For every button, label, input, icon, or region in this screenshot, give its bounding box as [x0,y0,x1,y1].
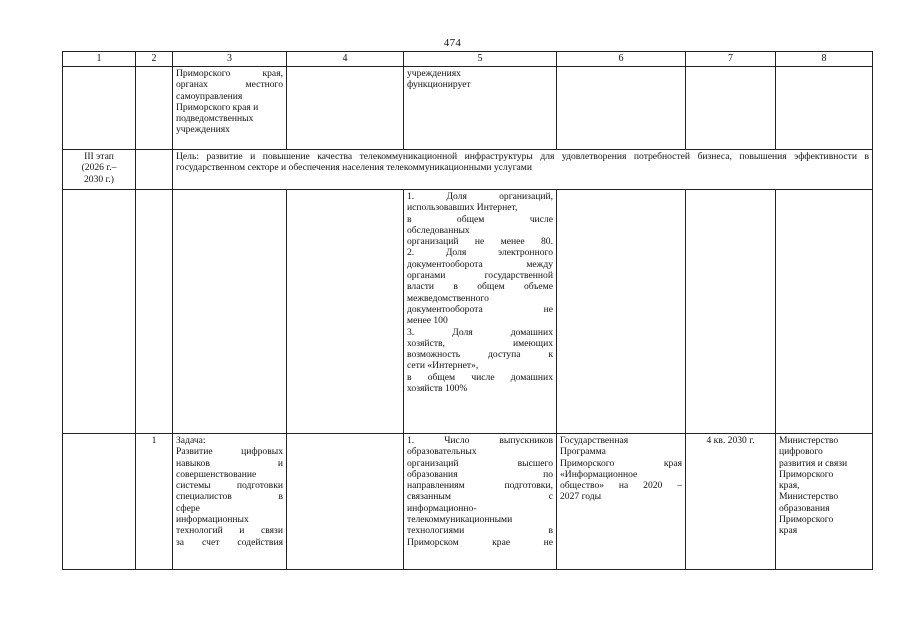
text-line: учреждениях [407,68,461,79]
indicators-cell: 1. Доля организаций, использовавших Интернет, в общем числе обследованных организаций не менее 80. 2. Доля электронного документооборота между органами государственной власти в общем объеме межведомственного документооборота не менее 100 3. Доля домашних хозяйств, имеющих возможность доступа к сети «Интернет», в общем числе домашних хозяйств 100% [404,190,557,434]
program-table [62,51,873,570]
table-row-indicators [63,190,873,434]
task-description: Задача: Развитие цифровых навыков и совершенствование системы подготовки специалистов в сфере информационных технологий и связи за счет содействия [173,434,287,570]
text-line: органах местного [176,79,283,91]
table-row-continuation [63,67,873,150]
cell-stage [63,190,136,434]
cell-col8 [776,190,873,434]
cell-col4 [287,67,404,150]
text-line: функционирует [407,79,471,91]
cell-num [136,190,173,434]
header-row [63,52,873,67]
cell-col6 [557,67,686,150]
table-row-stage [63,150,873,190]
text-line: Приморского края и [176,101,259,113]
header-cell: 5 [404,52,557,67]
task-indicator: 1. Число выпускников образовательных организаций высшего образования по направлениям подготовки, связанным с информационно- телекоммуникационными технологиями в Приморском крае не [404,434,557,570]
header-cell: 6 [557,52,686,67]
stage-label: III этап (2026 г.– 2030 г.) [63,150,136,190]
cell-num [136,150,173,190]
stage-goal: Цель: развитие и повышение качества телекоммуникационной инфраструктуры для удовлетворения потребностей бизнеса, повышения эффективности в государственном секторе и обеспечения населения телекоммуникационными услугами [173,150,873,190]
text-line: учреждениях [176,124,230,136]
cell-col5 [404,67,557,150]
cell-col7 [686,67,776,150]
cell-stage [63,67,136,150]
header-cell: 1 [63,52,136,67]
task-program: Государственная Программа Приморского края «Информационное общество» на 2020 – 2027 годы [557,434,686,570]
task-deadline: 4 кв. 2030 г. [686,434,776,570]
header-cell: 2 [136,52,173,67]
cell-col4 [287,434,404,570]
cell-stage [63,434,136,570]
cell-num [136,67,173,150]
page-number: 474 [443,37,462,49]
text-line: Приморского края, [176,68,283,79]
cell-col6 [557,190,686,434]
header-cell: 8 [776,52,873,67]
header-cell: 3 [173,52,287,67]
cell-col7 [686,190,776,434]
text-line: самоуправления [176,90,243,102]
cell-col3 [173,190,287,434]
text-line: подведомственных [176,113,254,125]
cell-col3 [173,67,287,150]
task-number: 1 [136,434,173,570]
header-cell: 7 [686,52,776,67]
header-cell: 4 [287,52,404,67]
task-responsible: Министерство цифрового развития и связи Приморского края, Министерство образования Приморского края [776,434,873,570]
cell-col4 [287,190,404,434]
cell-col8 [776,67,873,150]
table-row-task [63,434,873,570]
